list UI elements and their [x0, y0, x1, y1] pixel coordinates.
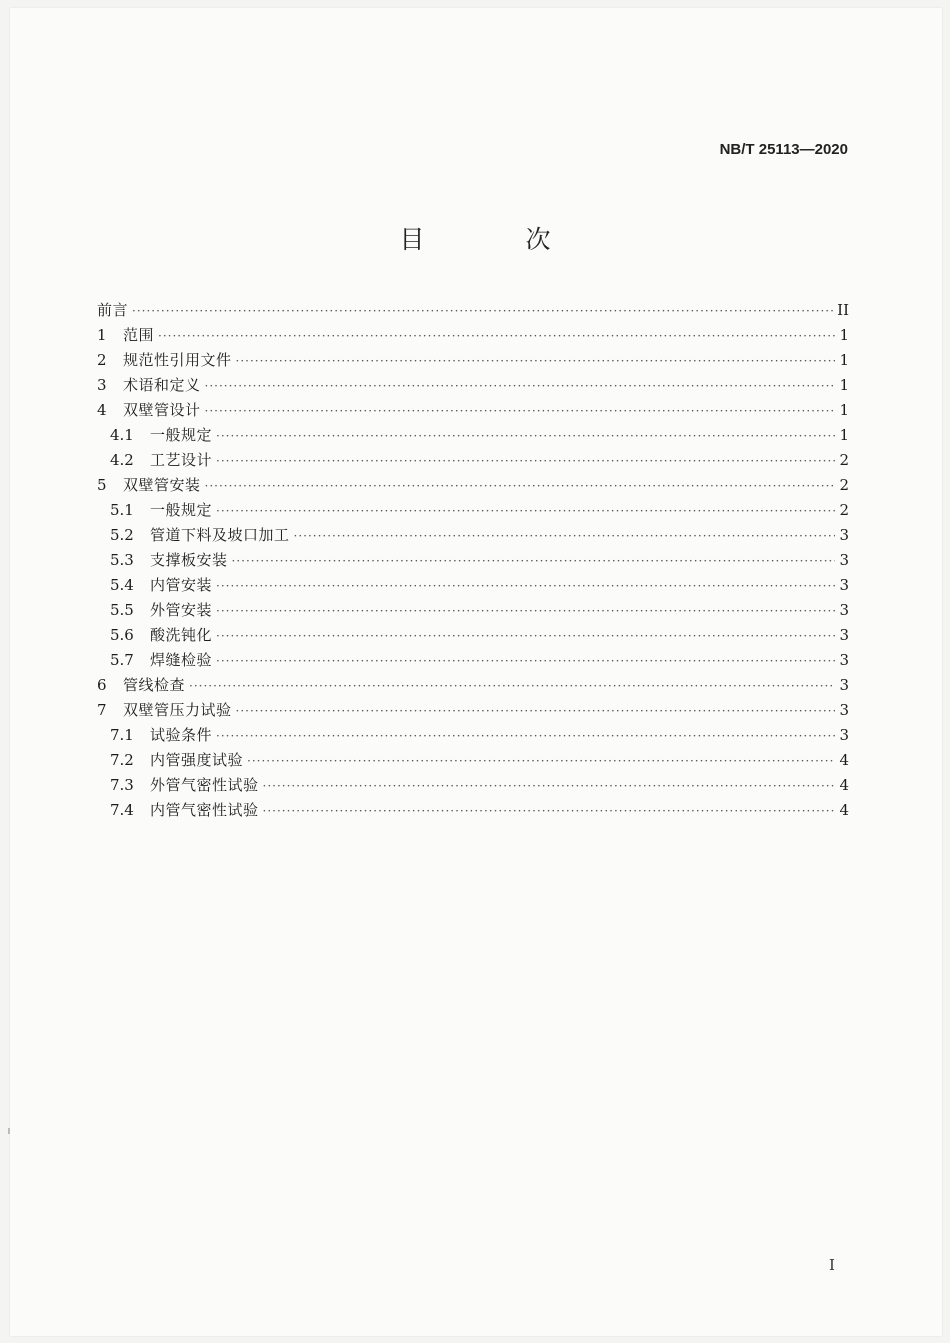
toc-entry-7-4[interactable] — [97, 798, 849, 823]
toc-leader-dots — [205, 374, 835, 399]
toc-entry-5-1[interactable] — [97, 498, 849, 523]
toc-entry-4[interactable] — [97, 398, 849, 423]
toc-entry-title: 支撑板安装 — [150, 551, 228, 569]
toc-entry-number: 7.4 — [110, 801, 134, 819]
toc-entry-number: 7.2 — [110, 751, 134, 769]
toc-leader-dots — [294, 524, 835, 549]
toc-entry-title: 范围 — [123, 326, 155, 344]
toc-entry-5-2[interactable] — [97, 523, 849, 548]
page-number: I — [829, 1256, 835, 1274]
toc-entry-4-2[interactable] — [97, 448, 849, 473]
toc-entry-5-5[interactable] — [97, 598, 849, 623]
toc-entry-title: 工艺设计 — [150, 451, 213, 469]
document-code: NB/T 25113—2020 — [719, 141, 848, 158]
toc-entry-page: 3 — [839, 601, 849, 619]
toc-entry-page: II — [837, 301, 849, 319]
toc-entry-page: 4 — [839, 751, 849, 769]
toc-entry-number: 5.6 — [110, 626, 134, 644]
toc-entry-page: 1 — [839, 426, 849, 444]
toc-entry-page: 4 — [839, 776, 849, 794]
toc-entry-page: 2 — [839, 476, 849, 494]
toc-entry-page: 4 — [839, 801, 849, 819]
toc-entry-number: 4.2 — [110, 451, 134, 469]
toc-entry-title: 焊缝检验 — [150, 651, 213, 669]
toc-leader-dots — [189, 674, 835, 699]
toc-entry-title: 内管安装 — [150, 576, 213, 594]
toc-entry-5-4[interactable] — [97, 573, 849, 598]
toc-leader-dots — [236, 349, 835, 374]
toc-entry-title: 外管安装 — [150, 601, 213, 619]
toc-entry-title: 一般规定 — [150, 501, 213, 519]
toc-entry-7-1[interactable] — [97, 723, 849, 748]
toc-entry-title: 酸洗钝化 — [150, 626, 213, 644]
toc-entry-number: 6 — [97, 676, 107, 694]
table-of-contents — [97, 298, 849, 823]
toc-entry-number: 4 — [97, 401, 107, 419]
toc-leader-dots — [236, 699, 835, 724]
toc-entry-page: 1 — [839, 326, 849, 344]
toc-entry-number: 1 — [97, 326, 107, 344]
toc-entry-title: 一般规定 — [150, 426, 213, 444]
toc-entry-number: 5.5 — [110, 601, 134, 619]
toc-entry-title: 外管气密性试验 — [150, 776, 259, 794]
toc-entry-7-2[interactable] — [97, 748, 849, 773]
toc-leader-dots — [216, 724, 835, 749]
toc-entry-page: 3 — [839, 701, 849, 719]
toc-leader-dots — [132, 299, 833, 324]
toc-leader-dots — [263, 774, 835, 799]
toc-entry-page: 3 — [839, 551, 849, 569]
toc-entry-number: 5.4 — [110, 576, 134, 594]
toc-entry-page: 2 — [839, 501, 849, 519]
toc-leader-dots — [216, 499, 835, 524]
toc-entry-page: 3 — [839, 576, 849, 594]
toc-entry-title: 双壁管安装 — [123, 476, 201, 494]
toc-entry-7-3[interactable] — [97, 773, 849, 798]
toc-leader-dots — [205, 474, 835, 499]
toc-entry-number: 3 — [97, 376, 107, 394]
toc-entry-number: 7 — [97, 701, 107, 719]
toc-entry-number: 5.2 — [110, 526, 134, 544]
toc-entry-number: 7.3 — [110, 776, 134, 794]
toc-entry-page: 1 — [839, 401, 849, 419]
toc-entry-title: 试验条件 — [150, 726, 213, 744]
toc-entry-title: 前言 — [97, 301, 129, 319]
toc-entry-page: 3 — [839, 626, 849, 644]
scan-artifact — [8, 1128, 10, 1134]
toc-entry-number: 5.7 — [110, 651, 134, 669]
toc-leader-dots — [216, 624, 835, 649]
toc-entry-number: 2 — [97, 351, 107, 369]
toc-entry-page: 3 — [839, 526, 849, 544]
toc-leader-dots — [216, 599, 835, 624]
toc-entry-foreword[interactable] — [97, 298, 849, 323]
toc-leader-dots — [232, 549, 835, 574]
toc-entry-page: 1 — [839, 351, 849, 369]
toc-entry-number: 5.3 — [110, 551, 134, 569]
toc-entry-page: 2 — [839, 451, 849, 469]
toc-entry-number: 5 — [97, 476, 107, 494]
toc-entry-number: 4.1 — [110, 426, 134, 444]
toc-entry-page: 1 — [839, 376, 849, 394]
toc-leader-dots — [216, 649, 835, 674]
toc-entry-5-3[interactable] — [97, 548, 849, 573]
toc-entry-3[interactable] — [97, 373, 849, 398]
toc-entry-title: 术语和定义 — [123, 376, 201, 394]
toc-entry-7[interactable] — [97, 698, 849, 723]
toc-leader-dots — [158, 324, 835, 349]
toc-entry-2[interactable] — [97, 348, 849, 373]
toc-entry-title: 管道下料及坡口加工 — [150, 526, 290, 544]
toc-entry-number: 7.1 — [110, 726, 134, 744]
toc-entry-title: 规范性引用文件 — [123, 351, 232, 369]
toc-entry-1[interactable] — [97, 323, 849, 348]
toc-entry-title: 内管强度试验 — [150, 751, 244, 769]
toc-entry-6[interactable] — [97, 673, 849, 698]
toc-leader-dots — [263, 799, 835, 824]
toc-entry-4-1[interactable] — [97, 423, 849, 448]
toc-leader-dots — [216, 574, 835, 599]
toc-entry-title: 内管气密性试验 — [150, 801, 259, 819]
toc-entry-number: 5.1 — [110, 501, 134, 519]
toc-leader-dots — [247, 749, 835, 774]
toc-entry-page: 3 — [839, 651, 849, 669]
toc-entry-5[interactable] — [97, 473, 849, 498]
toc-leader-dots — [216, 424, 835, 449]
toc-entry-title: 管线检查 — [123, 676, 186, 694]
toc-leader-dots — [205, 399, 835, 424]
toc-entry-page: 3 — [839, 676, 849, 694]
toc-entry-page: 3 — [839, 726, 849, 744]
toc-entry-5-7[interactable] — [97, 648, 849, 673]
toc-entry-5-6[interactable] — [97, 623, 849, 648]
toc-title: 目 次 — [399, 225, 589, 254]
toc-entry-title: 双壁管设计 — [123, 401, 201, 419]
toc-entry-title: 双壁管压力试验 — [123, 701, 232, 719]
toc-leader-dots — [216, 449, 835, 474]
